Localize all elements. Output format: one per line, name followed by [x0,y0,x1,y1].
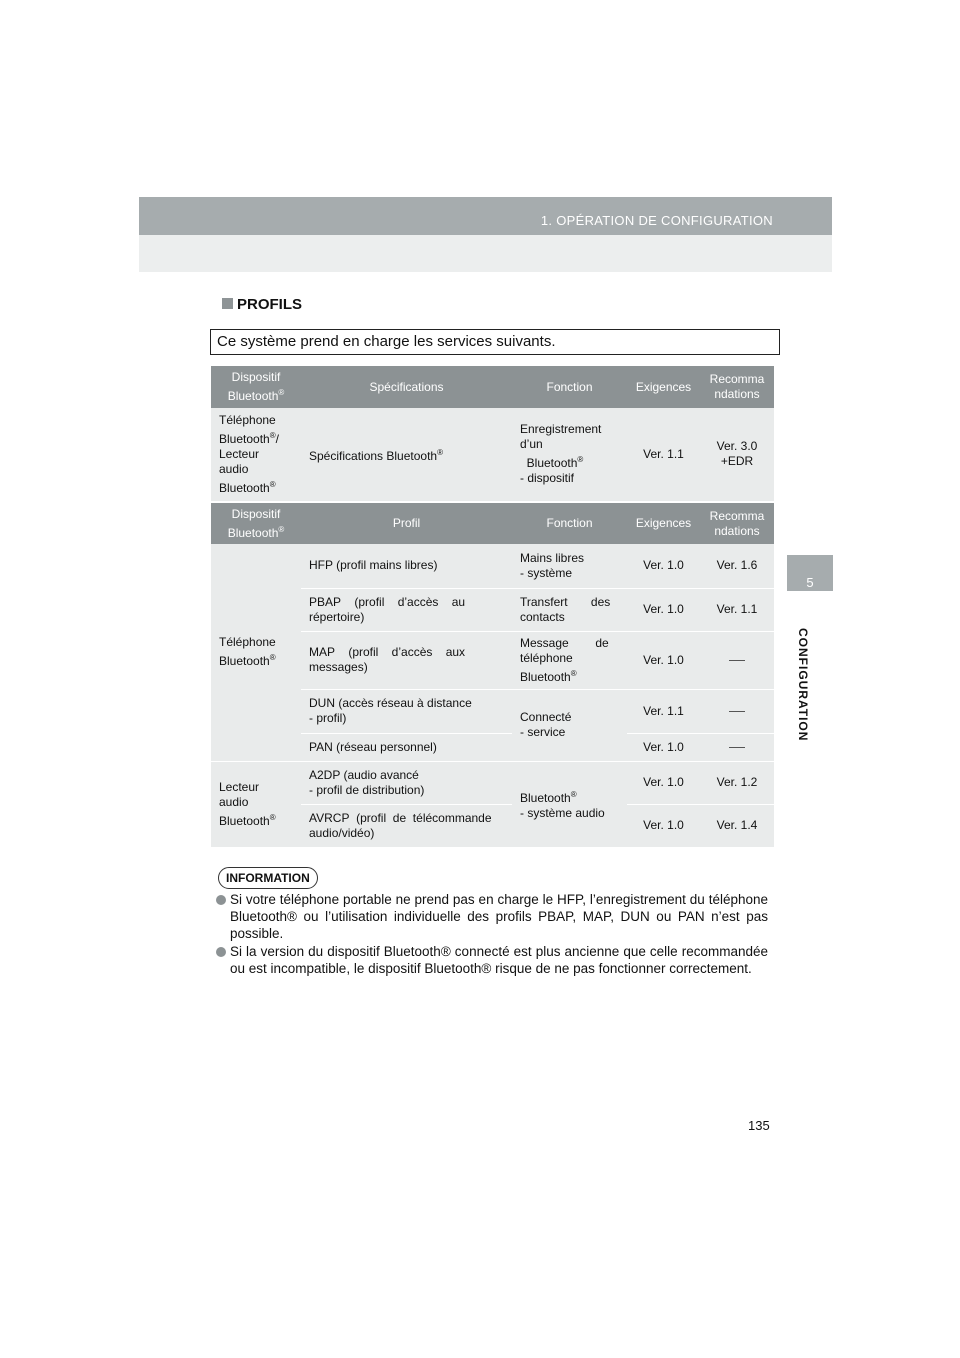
section-title: PROFILS [222,296,302,313]
cell-profile: MAP (profil d’accès aux messages) [301,631,512,689]
page-number: 135 [748,1118,770,1133]
cell-req: Ver. 1.0 [627,733,700,761]
cell-req: Ver. 1.0 [627,761,700,804]
information-list [216,891,768,978]
cell-rec: Ver. 1.4 [700,804,774,847]
cell-function: Bluetooth® - système audio [512,761,627,847]
header-rec: Recomma ndations [700,503,774,544]
header-profile: Profil [301,503,512,544]
cell-profile: DUN (accès réseau à distance - profil) [301,689,512,733]
header-function: Fonction [512,366,627,408]
cell-profile: PAN (réseau personnel) [301,733,512,761]
table-row [211,761,774,804]
cell-rec: Ver. 1.2 [700,761,774,804]
header-req: Exigences [627,366,700,408]
table-row [211,544,774,588]
header-function: Fonction [512,503,627,544]
chapter-title: 1. OPÉRATION DE CONFIGURATION [540,213,773,228]
cell-rec: Ver. 1.1 [700,588,774,631]
cell-rec [700,733,774,761]
header-device: Dispositif Bluetooth® [211,503,301,544]
cell-spec: Spécifications Bluetooth® [301,408,512,501]
cell-function: Mains libres - système [512,544,627,588]
cell-function: Connecté - service [512,689,627,761]
cell-req: Ver. 1.0 [627,544,700,588]
intro-box: Ce système prend en charge les services suivants. [210,329,780,355]
spec-table [211,366,774,502]
dash-icon [729,660,745,661]
header-band [139,197,832,235]
list-item: Si votre téléphone portable ne prend pas en charge le HFP, l’enregistrement du téléphone Bluetooth® ou l’utilisation individuelle des profils PBAP, MAP, DUN ou PAN n’est pas possible. [216,891,768,942]
cell-req: Ver. 1.1 [627,689,700,733]
cell-req: Ver. 1.0 [627,631,700,689]
square-bullet-icon [222,298,233,309]
cell-device-phone: Téléphone Bluetooth® [211,544,301,761]
cell-profile: HFP (profil mains libres) [301,544,512,588]
side-tab-number: 5 [806,575,814,590]
header-subband [139,235,832,272]
cell-profile: A2DP (audio avancé - profil de distribution) [301,761,512,804]
cell-device: Téléphone Bluetooth®/ Lecteur audio Bluetooth® [211,408,301,501]
bullet-icon [216,895,226,905]
cell-profile: AVRCP (profil de télécommande audio/vidéo) [301,804,512,847]
profile-table [211,503,774,848]
bullet-icon [216,947,226,957]
header-rec: Recomma ndations [700,366,774,408]
header-req: Exigences [627,503,700,544]
cell-req: Ver. 1.0 [627,804,700,847]
list-item: Si la version du dispositif Bluetooth® connecté est plus ancienne que celle recommandée ou est incompatible, le dispositif Bluetooth® risque de ne pas fonctionner correctement. [216,943,768,977]
header-spec: Spécifications [301,366,512,408]
dash-icon [729,711,745,712]
cell-req: Ver. 1.0 [627,588,700,631]
side-tab-label: CONFIGURATION [796,628,810,742]
information-label: INFORMATION [218,867,318,889]
cell-function: Enregistrement d’un Bluetooth® - dispositif [512,408,627,501]
cell-rec: Ver. 3.0 +EDR [700,408,774,501]
cell-function: Transfert des contacts [512,588,627,631]
cell-device-audio: Lecteur audio Bluetooth® [211,761,301,847]
cell-req: Ver. 1.1 [627,408,700,501]
cell-profile: PBAP (profil d’accès au répertoire) [301,588,512,631]
header-device: Dispositif Bluetooth® [211,366,301,408]
cell-rec [700,689,774,733]
dash-icon [729,747,745,748]
cell-rec: Ver. 1.6 [700,544,774,588]
cell-rec [700,631,774,689]
cell-function: Message de téléphone Bluetooth® [512,631,627,689]
